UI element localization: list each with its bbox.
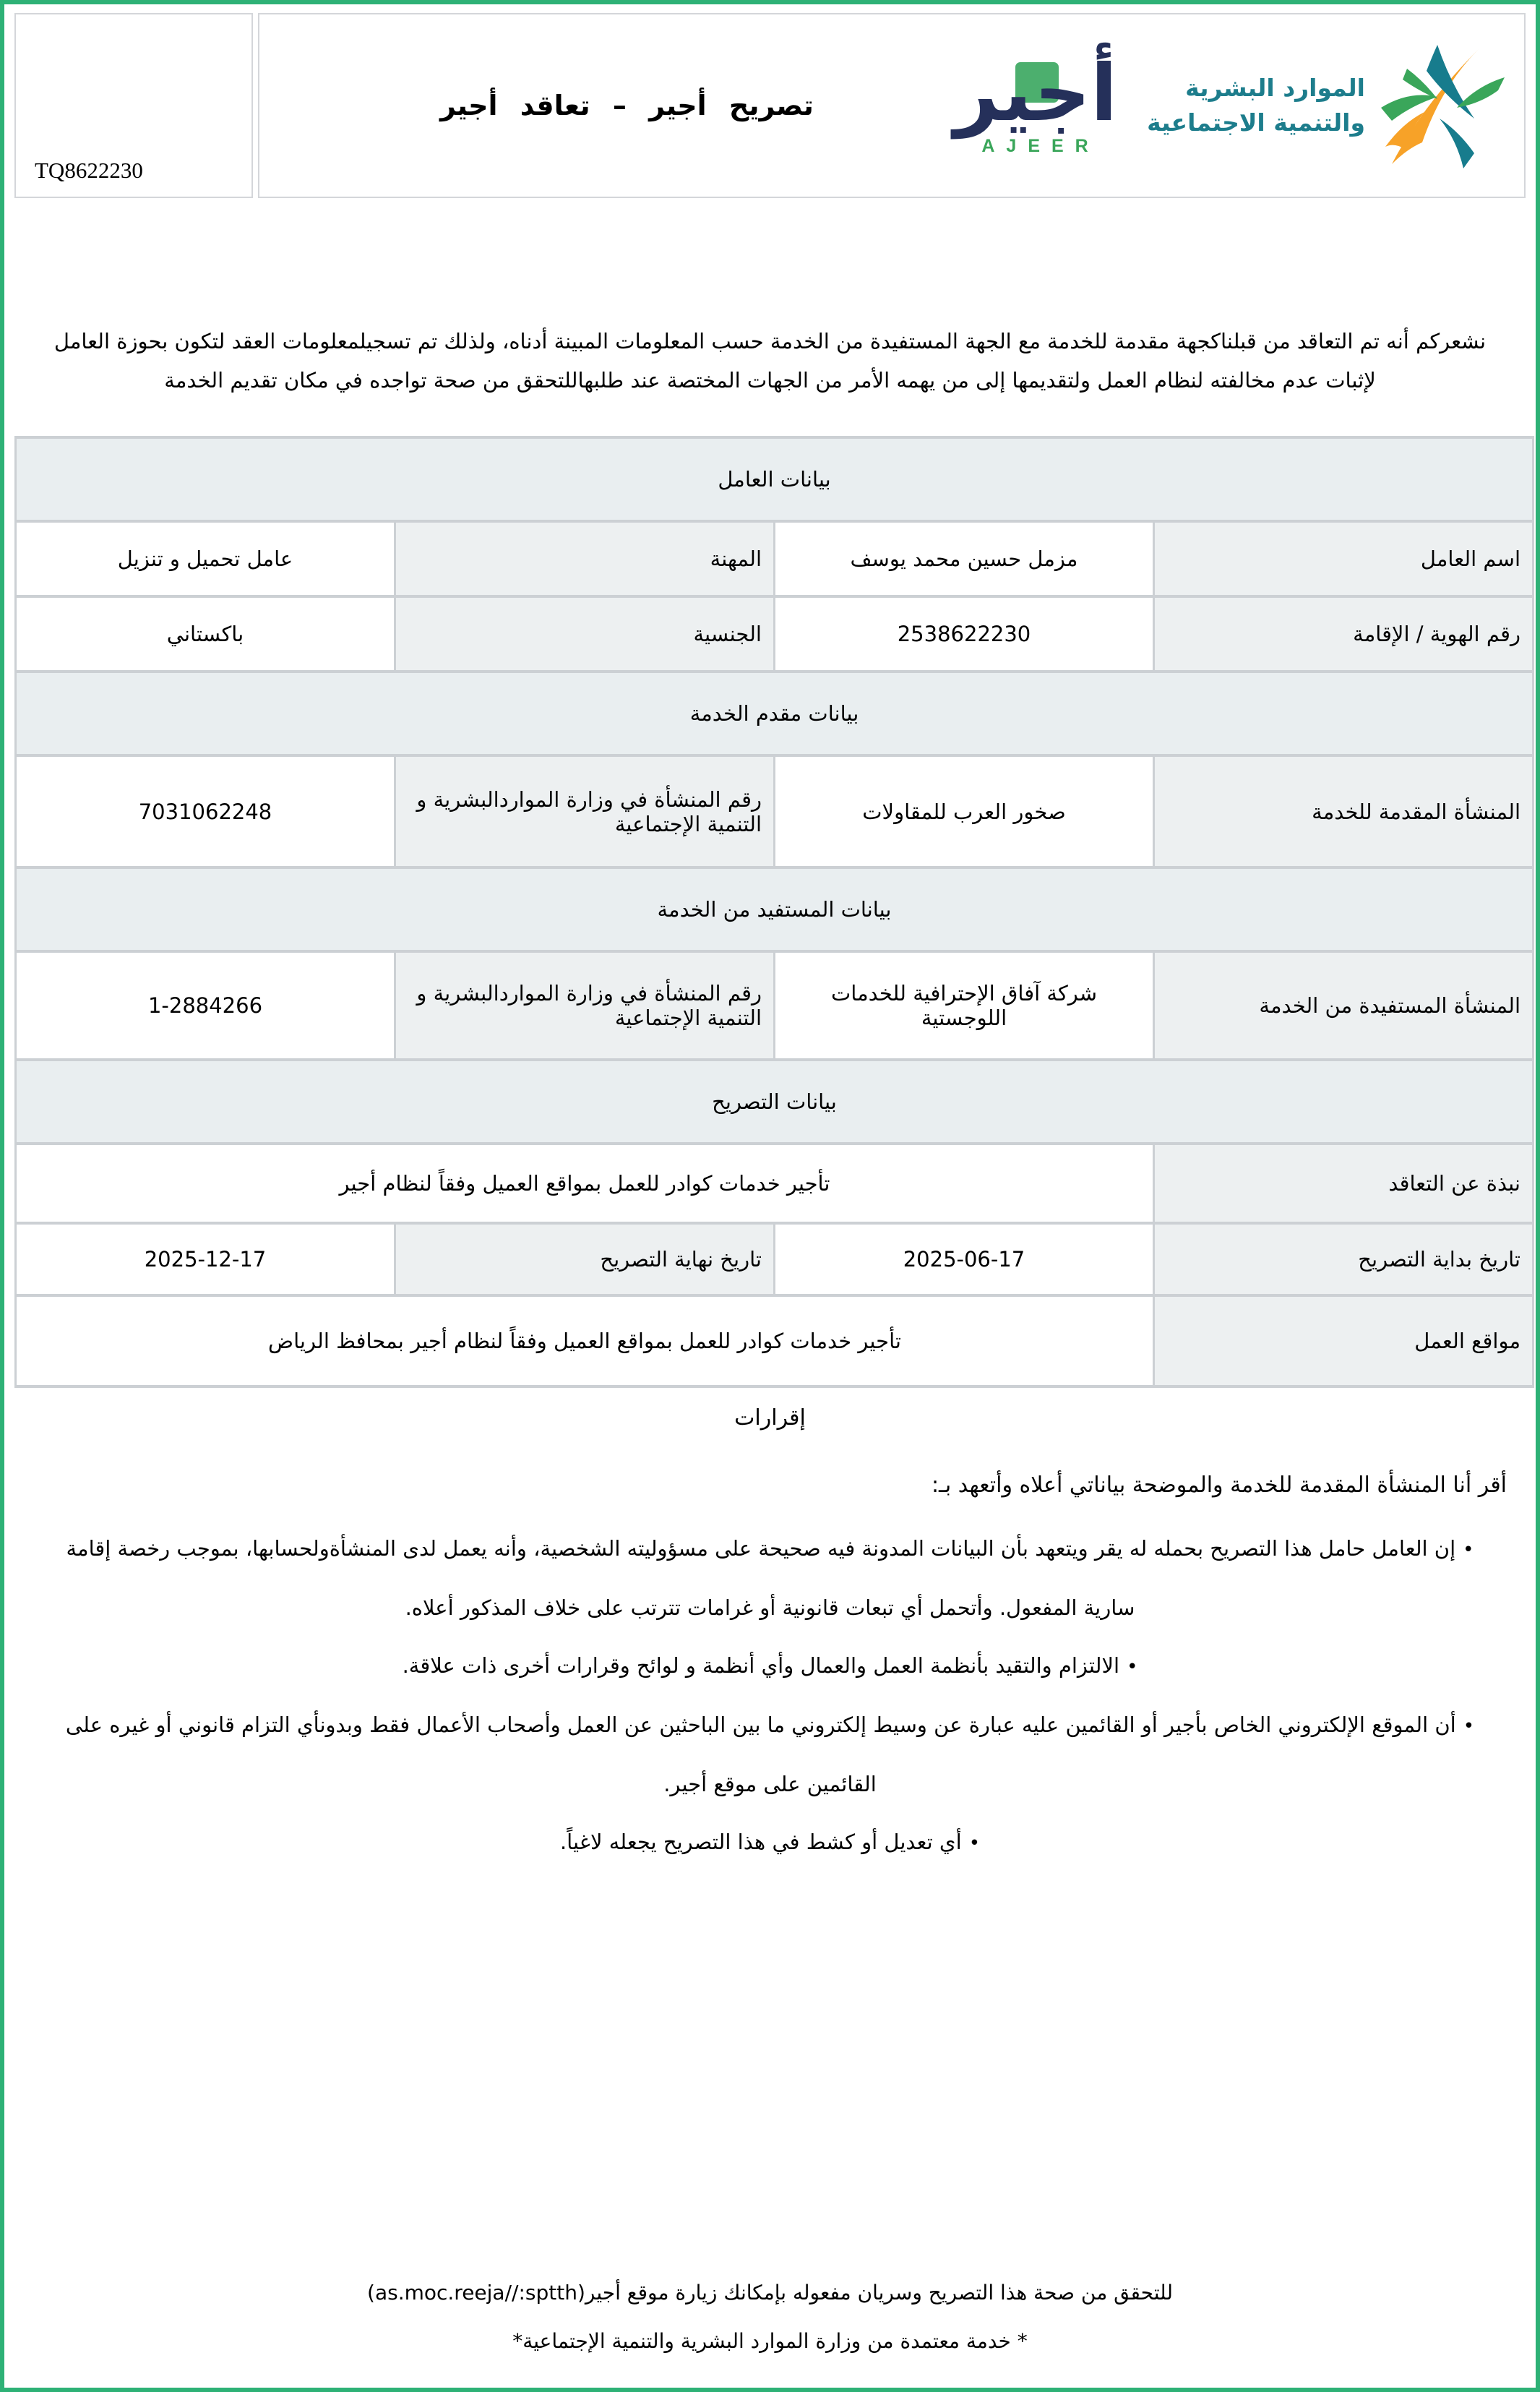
section-header-row (16, 437, 1533, 521)
ministry-logo-text (1147, 71, 1365, 140)
declarations-list (38, 1519, 1502, 1872)
page-title: تصريح أجير – تعاقد أجير (440, 90, 814, 121)
profession-value: عامل تحميل و تنزيل (16, 521, 395, 596)
table-row (16, 1144, 1533, 1223)
permit-number: TQ8622230 (35, 158, 143, 183)
work-locations-value: تأجير خدمات كوادر للعمل بمواقع العميل وفقاً لنظام أجير بمحافظ الرياض (16, 1295, 1154, 1386)
list-item (38, 1696, 1502, 1813)
document-header (14, 13, 1526, 198)
permit-data-table (14, 436, 1534, 1388)
ministry-logo-line2: والتنمية الاجتماعية (1147, 108, 1365, 137)
table-row (16, 1223, 1533, 1295)
start-date-value: 2025-06-17 (775, 1223, 1154, 1295)
start-date-label: تاريخ بداية التصريح (1154, 1223, 1533, 1295)
provider-name-label: المنشأة المقدمة للخدمة (1154, 755, 1533, 867)
ajeer-logo-arabic: أجير (954, 48, 1118, 139)
worker-name-value: مزمل حسين محمد يوسف (775, 521, 1154, 596)
table-row (16, 755, 1533, 867)
ajeer-logo (949, 48, 1122, 157)
section-header-row (16, 672, 1533, 755)
profession-label: المهنة (395, 521, 775, 596)
approved-service-note: * خدمة معتمدة من وزارة الموارد البشرية والتنمية الإجتماعية* (512, 2329, 1028, 2353)
end-date-label: تاريخ نهاية التصريح (395, 1223, 775, 1295)
declaration-text: إن العامل حامل هذا التصريح بحمله له يقر ويتعهد بأن البيانات المدونة فيه صحيحة على مسؤوليته الشخصية، وأنه يعمل لدى المنشأةولحسابها، بموجب رخصة إقامة سارية المفعول. وأتحمل أي تبعات قانونية أو غرامات تترتب على خلاف المذكور أعلاه. (66, 1536, 1456, 1621)
worker-section-header: بيانات العامل (16, 437, 1533, 521)
permit-section-header: بيانات التصريح (16, 1060, 1533, 1144)
section-header-row (16, 1060, 1533, 1144)
section-header-row (16, 867, 1533, 951)
provider-mol-number-value: 7031062248 (16, 755, 395, 867)
provider-section-header: بيانات مقدم الخدمة (16, 672, 1533, 755)
provider-mol-number-label: رقم المنشأة في وزارة المواردالبشرية و التنمية الإجتماعية (395, 755, 775, 867)
permit-number-box (14, 13, 253, 198)
beneficiary-name-value: شركة آفاق الإحترافية للخدمات اللوجستية (775, 951, 1154, 1060)
provider-name-value: صخور العرب للمقاولات (775, 755, 1154, 867)
verification-note: للتحقق من صحة هذا التصريح وسريان مفعوله بإمكانك زيارة موقع أجير(as.moc.reeja//:sptth) (367, 2281, 1173, 2305)
id-number-value: 2538622230 (775, 596, 1154, 672)
list-item (38, 1519, 1502, 1637)
beneficiary-name-label: المنشأة المستفيدة من الخدمة (1154, 951, 1533, 1060)
contract-brief-value: تأجير خدمات كوادر للعمل بمواقع العميل وفقاً لنظام أجير (16, 1144, 1154, 1223)
contract-brief-label: نبذة عن التعاقد (1154, 1144, 1533, 1223)
beneficiary-mol-number-label: رقم المنشأة في وزارة المواردالبشرية و التنمية الإجتماعية (395, 951, 775, 1060)
intro-paragraph: نشعركم أنه تم التعاقد من قبلناكجهة مقدمة للخدمة مع الجهة المستفيدة من الخدمة حسب المعلومات المبينة أدناه، ولذلك تم تسجيلمعلومات العقد لتكون بحوزة العامل لإثبات عدم مخالفته لنظام العمل ولتقديمها إلى من يهمه الأمر من الجهات المختصة عند طلبهاللتحقق من صحة تواجده في مكان تقديم الخدمة (53, 329, 1487, 393)
bullet-icon: • (1463, 1715, 1475, 1738)
beneficiary-section-header: بيانات المستفيد من الخدمة (16, 867, 1533, 951)
ministry-logo-line1: الموارد البشرية (1185, 74, 1365, 103)
end-date-value: 2025-12-17 (16, 1223, 395, 1295)
declarations-title: إقرارات (734, 1405, 806, 1431)
bullet-icon: • (968, 1832, 981, 1855)
declarations-intro: أقر أنا المنشأة المقدمة للخدمة والموضحة بياناتي أعلاه وأتعهد بـ: (931, 1473, 1507, 1499)
table-row (16, 521, 1533, 596)
ministry-palm-icon (1377, 35, 1507, 176)
list-item (38, 1813, 1502, 1872)
table-row (16, 596, 1533, 672)
title-logo-box (258, 13, 1526, 198)
ajeer-logo-latin: AJEER (981, 135, 1100, 156)
worker-name-label: اسم العامل (1154, 521, 1533, 596)
list-item (38, 1637, 1502, 1696)
nationality-label: الجنسية (395, 596, 775, 672)
work-locations-label: مواقع العمل (1154, 1295, 1533, 1386)
nationality-value: باكستاني (16, 596, 395, 672)
beneficiary-mol-number-value: 1-2884266 (16, 951, 395, 1060)
bullet-icon: • (1127, 1656, 1138, 1679)
id-number-label: رقم الهوية / الإقامة (1154, 596, 1533, 672)
logo-group (949, 35, 1507, 176)
declaration-text: أي تعديل أو كشط في هذا التصريح يجعله لاغياً. (559, 1830, 962, 1855)
declaration-text: أن الموقع الإلكتروني الخاص بأجير أو القائمين عليه عبارة عن وسيط إلكتروني ما بين الباحثين عن العمل وأصحاب الأعمال فقط وبدونأي التزام قانوني أو غيره على القائمين على موقع أجير. (65, 1712, 1456, 1797)
declaration-text: الالتزام والتقيد بأنظمة العمل والعمال وأي أنظمة و لوائح وقرارات أخرى ذات علاقة. (402, 1653, 1120, 1679)
table-row (16, 951, 1533, 1060)
bullet-icon: • (1463, 1539, 1474, 1561)
table-row (16, 1295, 1533, 1386)
document-footer (4, 2281, 1536, 2353)
ministry-logo (1147, 35, 1507, 176)
